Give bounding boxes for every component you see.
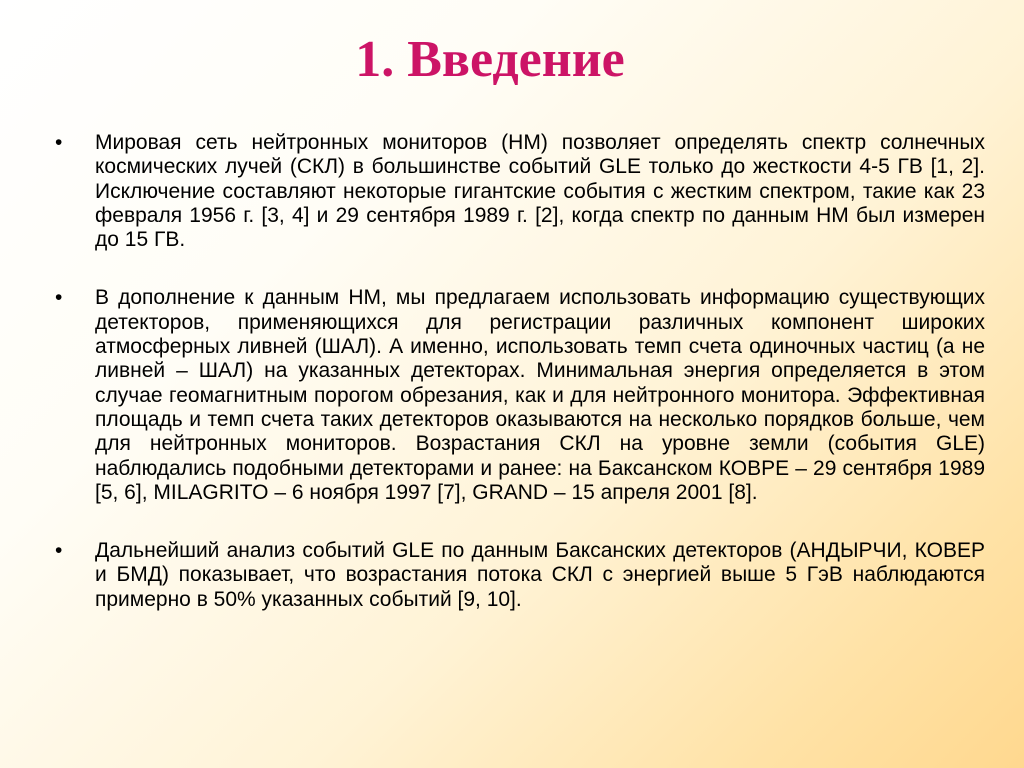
bullet-dot-icon: • xyxy=(55,286,63,310)
bullet-text: Мировая сеть нейтронных мониторов (НМ) позволяет определять спектр солнечных космических лучей (СКЛ) в большинстве событий GLE только до жесткости 4-5 ГВ [1, 2]. Исключение составляют некоторые гигантские события с жестким спектром, такие как 23 февраля 1956 г. [3, 4] и 29 сентября 1989 г. [2], когда спектр по данным НМ был измерен до 15 ГВ. xyxy=(95,131,985,252)
bullet-dot-icon: • xyxy=(55,131,63,154)
bullet-dot-icon: • xyxy=(55,539,63,563)
bullet-item-1 xyxy=(55,131,985,252)
bullet-item-2 xyxy=(55,286,985,505)
slide-title: 1. Введение xyxy=(355,31,625,88)
bullet-item-3 xyxy=(55,539,985,612)
bullet-text: В дополнение к данным НМ, мы предлагаем использовать информацию существующих детекторов, применяющихся для регистрации различных компонент широких атмосферных ливней (ШАЛ). А именно, использовать темп счета одиночных частиц (а не ливней – ШАЛ) на указанных детекторах. Минимальная энергия определяется в этом случае геомагнитным порогом обрезания, как и для нейтронного монитора. Эффективная площадь и темп счета таких детекторов оказываются на несколько порядков больше, чем для нейтронных мониторов. Возрастания СКЛ на уровне земли (события GLE) наблюдались подобными детекторами и ранее: на Баксанском КОВРЕ – 29 сентября 1989 [5, 6], MILAGRITO – 6 ноября 1997 [7], GRAND – 15 апреля 2001 [8]. xyxy=(95,286,985,504)
bullet-list xyxy=(55,131,985,612)
bullet-text: Дальнейший анализ событий GLE по данным Баксанских детекторов (АНДЫРЧИ, КОВЕР и БМД) показывает, что возрастания потока СКЛ с энергией выше 5 ГэВ наблюдаются примерно в 50% указанных событий [9, 10]. xyxy=(95,539,985,611)
